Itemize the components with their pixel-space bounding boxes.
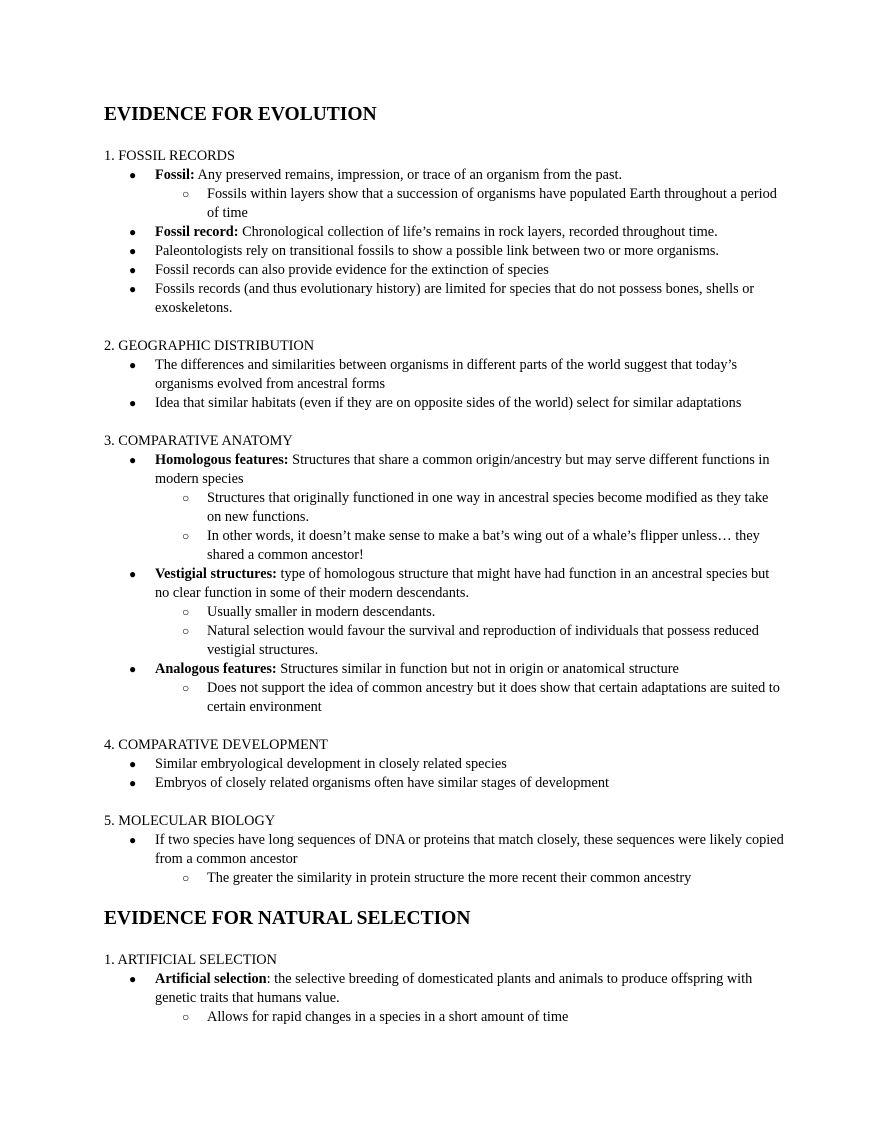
list-item bbox=[104, 774, 784, 793]
item-term: Vestigial structures: bbox=[155, 566, 277, 582]
sub-item-text: Usually smaller in modern descendants. bbox=[207, 604, 436, 620]
sub-list-item bbox=[155, 622, 784, 660]
heading-evidence-for-natural-selection: EVIDENCE FOR NATURAL SELECTION bbox=[104, 908, 471, 929]
sub-bullet-list bbox=[155, 1008, 784, 1027]
item-term: Analogous features: bbox=[155, 661, 277, 677]
item-text: Structures that share a common origin/ancestry but may serve different functions in modern species bbox=[155, 452, 770, 487]
item-text: Fossils records (and thus evolutionary history) are limited for species that do not possess bones, shells or exoskeletons. bbox=[155, 281, 755, 316]
sub-item-text: Fossils within layers show that a succession of organisms have populated Earth throughout a period of time bbox=[207, 186, 777, 221]
sub-list-item bbox=[155, 603, 784, 622]
sub-item-text: The greater the similarity in protein structure the more recent their common ancestry bbox=[207, 870, 692, 886]
section bbox=[104, 432, 784, 717]
sub-list-item bbox=[155, 527, 784, 565]
section-title: 1. ARTIFICIAL SELECTION bbox=[104, 952, 277, 968]
section bbox=[104, 147, 784, 318]
bullet-icon: ● bbox=[129, 396, 137, 410]
sub-bullet-list bbox=[155, 489, 784, 565]
item-text: Similar embryological development in closely related species bbox=[155, 756, 507, 772]
list-item bbox=[104, 242, 784, 261]
sub-list-item bbox=[155, 679, 784, 717]
list-item bbox=[104, 565, 784, 660]
item-term: Fossil: bbox=[155, 167, 195, 183]
bullet-list bbox=[104, 356, 784, 413]
sub-bullet-list bbox=[155, 185, 784, 223]
item-text: The differences and similarities between organisms in different parts of the world suggest that today’s organisms evolved from ancestral forms bbox=[155, 357, 738, 392]
item-text: Any preserved remains, impression, or trace of an organism from the past. bbox=[194, 167, 623, 183]
list-item bbox=[104, 660, 784, 717]
hollow-bullet-icon: ○ bbox=[182, 491, 190, 505]
list-item bbox=[104, 970, 784, 1027]
hollow-bullet-icon: ○ bbox=[182, 1010, 190, 1024]
section-title: 4. COMPARATIVE DEVELOPMENT bbox=[104, 737, 328, 753]
sub-bullet-list bbox=[155, 679, 784, 717]
item-text: If two species have long sequences of DNA or proteins that match closely, these sequences were likely copied from a common ancestor bbox=[155, 832, 784, 867]
bullet-icon: ● bbox=[129, 244, 137, 258]
list-item bbox=[104, 223, 784, 242]
sub-list-item bbox=[155, 869, 784, 888]
section bbox=[104, 736, 784, 793]
item-term: Artificial selection bbox=[155, 971, 267, 987]
heading-evidence-for-evolution: EVIDENCE FOR EVOLUTION bbox=[104, 104, 377, 125]
list-item bbox=[104, 394, 784, 413]
sub-item-text: Allows for rapid changes in a species in a short amount of time bbox=[207, 1009, 569, 1025]
list-item bbox=[104, 831, 784, 888]
hollow-bullet-icon: ○ bbox=[182, 529, 190, 543]
hollow-bullet-icon: ○ bbox=[182, 605, 190, 619]
bullet-icon: ● bbox=[129, 263, 137, 277]
hollow-bullet-icon: ○ bbox=[182, 871, 190, 885]
bullet-list bbox=[104, 970, 784, 1027]
bullet-list bbox=[104, 755, 784, 793]
item-text: Idea that similar habitats (even if they are on opposite sides of the world) select for similar adaptations bbox=[155, 395, 742, 411]
list-item bbox=[104, 166, 784, 223]
bullet-icon: ● bbox=[129, 972, 137, 986]
list-item bbox=[104, 261, 784, 280]
hollow-bullet-icon: ○ bbox=[182, 681, 190, 695]
hollow-bullet-icon: ○ bbox=[182, 187, 190, 201]
sub-list-item bbox=[155, 489, 784, 527]
sub-list-item bbox=[155, 1008, 784, 1027]
item-term: Homologous features: bbox=[155, 452, 289, 468]
bullet-icon: ● bbox=[129, 776, 137, 790]
sub-item-text: Does not support the idea of common ancestry but it does show that certain adaptations are suited to certain environment bbox=[207, 680, 780, 715]
section bbox=[104, 337, 784, 413]
section-title: 3. COMPARATIVE ANATOMY bbox=[104, 433, 293, 449]
item-term: Fossil record: bbox=[155, 224, 239, 240]
bullet-icon: ● bbox=[129, 757, 137, 771]
sub-item-text: Structures that originally functioned in one way in ancestral species become modified as they take on new functions. bbox=[207, 490, 769, 525]
list-item bbox=[104, 755, 784, 774]
bullet-list bbox=[104, 451, 784, 717]
sub-bullet-list bbox=[155, 869, 784, 888]
item-text: Fossil records can also provide evidence for the extinction of species bbox=[155, 262, 549, 278]
natural-selection-sections bbox=[104, 951, 784, 1027]
bullet-icon: ● bbox=[129, 453, 137, 467]
bullet-icon: ● bbox=[129, 225, 137, 239]
item-text: Embryos of closely related organisms often have similar stages of development bbox=[155, 775, 609, 791]
sub-bullet-list bbox=[155, 603, 784, 660]
bullet-list bbox=[104, 831, 784, 888]
list-item bbox=[104, 280, 784, 318]
item-text: Paleontologists rely on transitional fossils to show a possible link between two or more organisms. bbox=[155, 243, 720, 259]
bullet-icon: ● bbox=[129, 168, 137, 182]
item-text: : the selective breeding of domesticated plants and animals to produce offspring with genetic traits that humans value. bbox=[155, 971, 753, 1006]
section-title: 2. GEOGRAPHIC DISTRIBUTION bbox=[104, 338, 315, 354]
bullet-icon: ● bbox=[129, 282, 137, 296]
list-item bbox=[104, 451, 784, 565]
bullet-list bbox=[104, 166, 784, 318]
section bbox=[104, 812, 784, 888]
section-title: 1. FOSSIL RECORDS bbox=[104, 148, 235, 164]
bullet-icon: ● bbox=[129, 833, 137, 847]
item-text: Structures similar in function but not in origin or anatomical structure bbox=[276, 661, 679, 677]
sub-item-text: In other words, it doesn’t make sense to make a bat’s wing out of a whale’s flipper unless… they shared a common ancestor! bbox=[207, 528, 760, 563]
item-text: type of homologous structure that might have had function in an ancestral species but no clear function in some of their modern descendants. bbox=[155, 566, 770, 601]
bullet-icon: ● bbox=[129, 358, 137, 372]
list-item bbox=[104, 356, 784, 394]
document-content bbox=[104, 103, 784, 1046]
section bbox=[104, 951, 784, 1027]
section-title: 5. MOLECULAR BIOLOGY bbox=[104, 813, 276, 829]
bullet-icon: ● bbox=[129, 567, 137, 581]
sub-list-item bbox=[155, 185, 784, 223]
item-text: Chronological collection of life’s remains in rock layers, recorded throughout time. bbox=[238, 224, 718, 240]
bullet-icon: ● bbox=[129, 662, 137, 676]
evolution-sections bbox=[104, 147, 784, 888]
hollow-bullet-icon: ○ bbox=[182, 624, 190, 638]
sub-item-text: Natural selection would favour the survival and reproduction of individuals that possess reduced vestigial structures. bbox=[207, 623, 759, 658]
